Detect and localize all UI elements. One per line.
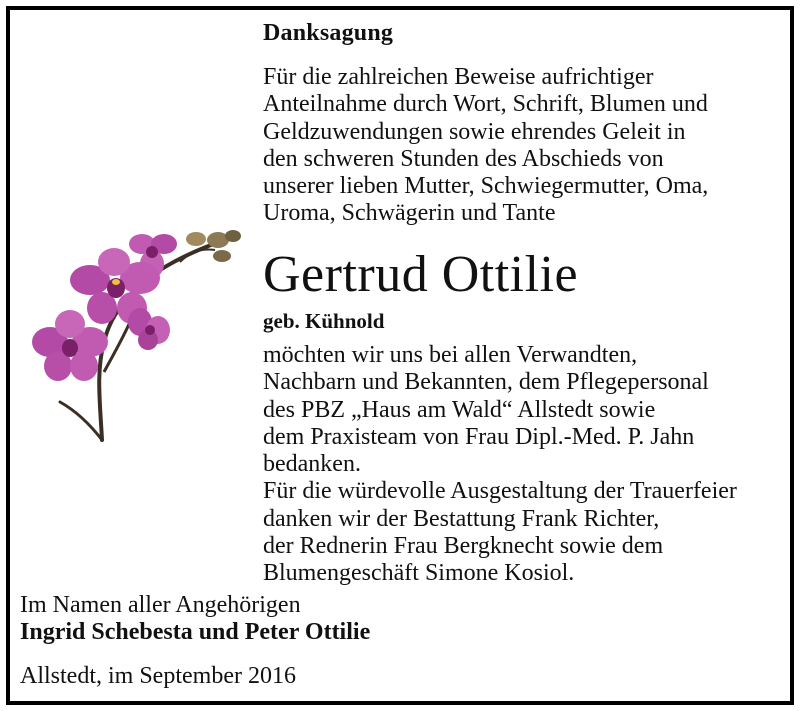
thanks-paragraph (263, 342, 737, 588)
place-date: Allstedt, im September 2016 (20, 663, 296, 689)
intro-line: unserer lieben Mutter, Schwiegermutter, Oma, (263, 173, 709, 200)
intro-line: Uroma, Schwägerin und Tante (263, 200, 556, 227)
on-behalf-text: Im Namen aller Angehörigen (20, 592, 301, 618)
signature-block (20, 592, 370, 646)
thanks-line: bedanken. (263, 451, 361, 478)
thanks-line: möchten wir uns bei allen Verwandten, (263, 342, 638, 368)
intro-line: Geldzuwendungen sowie ehrendes Geleit in (263, 118, 686, 145)
thanks-line: dem Praxisteam von Frau Dipl.-Med. P. Jahn (263, 423, 695, 450)
intro-line: Für die zahlreichen Beweise aufrichtiger (263, 64, 654, 90)
intro-line: den schweren Stunden des Abschieds von (263, 145, 664, 172)
thanks-line: Für die würdevolle Ausgestaltung der Trauerfeier (263, 478, 737, 505)
thanks-line: danken wir der Bestattung Frank Richter, (263, 505, 660, 532)
thanks-line: Nachbarn und Bekannten, dem Pflegepersonal (263, 369, 709, 396)
thanks-line: Blumengeschäft Simone Kosiol. (263, 560, 575, 587)
thanks-line: der Rednerin Frau Bergknecht sowie dem (263, 533, 664, 560)
intro-paragraph (263, 64, 708, 228)
deceased-name: Gertrud Ottilie (263, 246, 579, 303)
notice-heading: Danksagung (263, 20, 394, 46)
signatory-names: Ingrid Schebesta und Peter Ottilie (20, 619, 371, 645)
intro-line: Anteilnahme durch Wort, Schrift, Blumen und (263, 91, 708, 118)
thanks-line: des PBZ „Haus am Wald“ Allstedt sowie (263, 396, 656, 423)
birth-name: geb. Kühnold (263, 309, 385, 333)
orchid-flower-icon (30, 222, 245, 442)
